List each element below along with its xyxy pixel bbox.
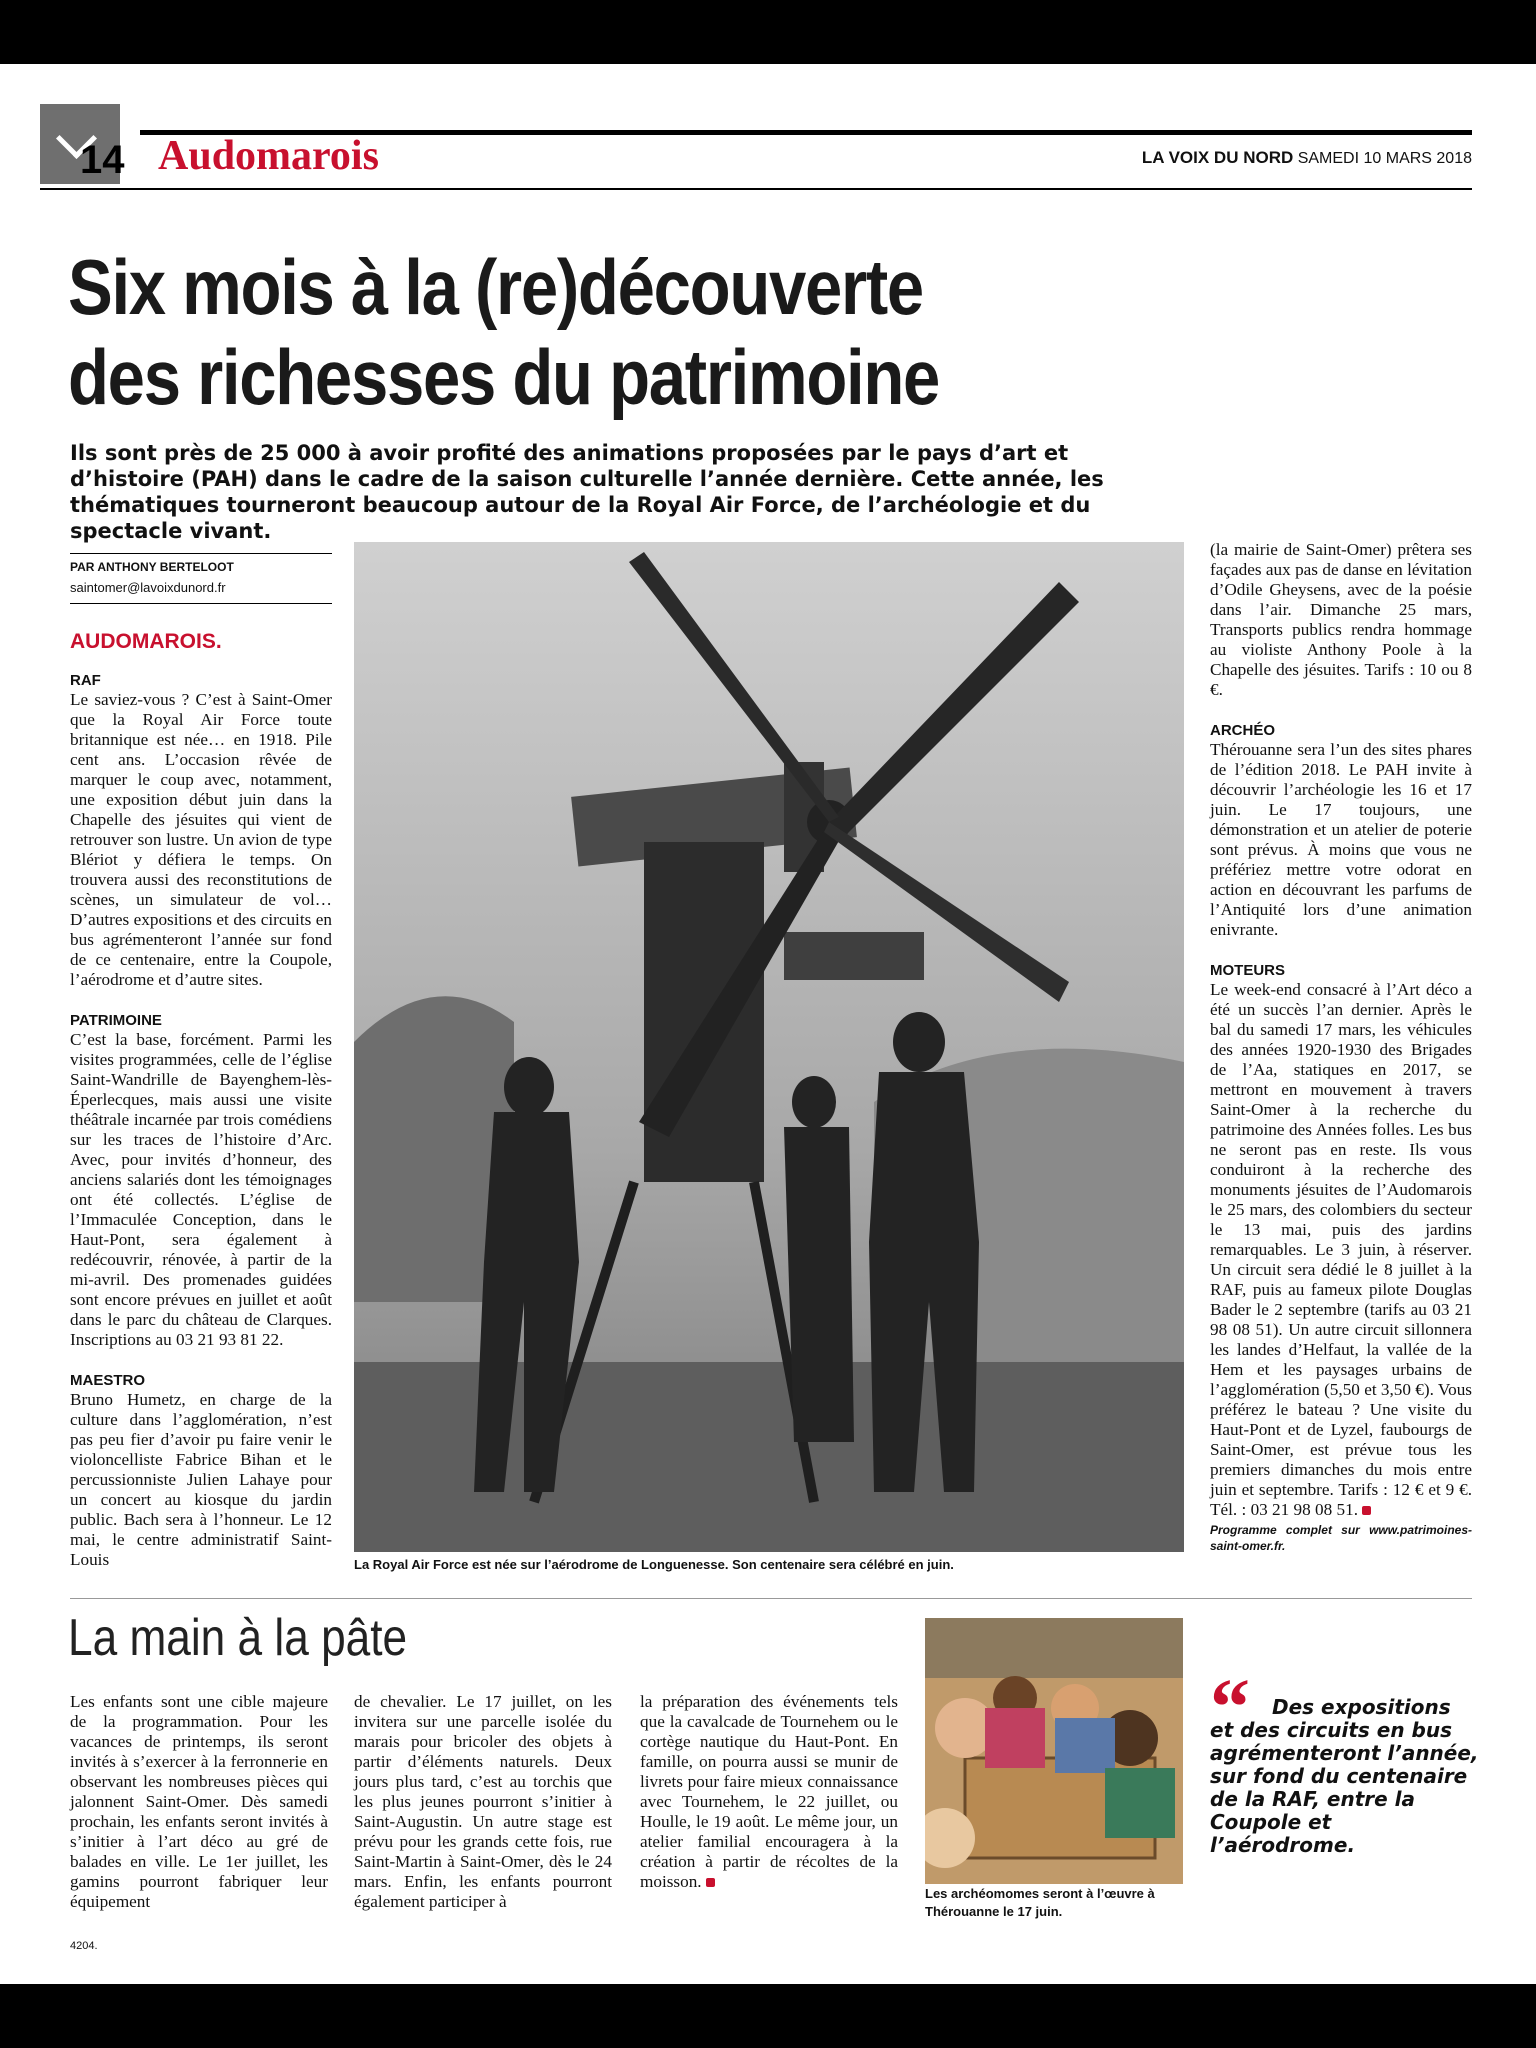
subhead-archeo: ARCHÉO bbox=[1210, 722, 1276, 739]
bottom-black-bar bbox=[0, 1984, 1536, 2048]
header-bottom-rule bbox=[40, 188, 1472, 190]
quote-mark-icon: “ bbox=[1210, 1664, 1250, 1752]
subhead-maestro: MAESTRO bbox=[70, 1372, 145, 1389]
top-black-bar bbox=[0, 0, 1536, 64]
headline-line-1: Six mois à la (re)découverte bbox=[68, 243, 923, 331]
byline-rule-top bbox=[70, 553, 332, 554]
program-note[interactable]: Programme complet sur www.patrimoines-saint-omer.fr. bbox=[1210, 1523, 1472, 1553]
article-column-1 bbox=[70, 672, 332, 1570]
subhead-raf: RAF bbox=[70, 672, 101, 689]
sidebar-title: La main à la pâte bbox=[68, 1609, 408, 1667]
kicker: AUDOMAROIS. bbox=[70, 630, 222, 653]
children-photo-illustration bbox=[925, 1618, 1183, 1884]
sidebar-column-3-text: la préparation des événements tels que la cavalcade de Tournehem ou le cortège nautique du Haut-Pont. En famille, on pourra aussi se munir de livrets pour faire mieux connaissance avec Tournehem, le 22 juillet, ou Houlle, le 19 août. Le même jour, un atelier familial encouragera à la création à partir de récoltes de la moisson. bbox=[640, 1692, 898, 1891]
author-email[interactable]: saintomer@lavoixdunord.fr bbox=[70, 580, 226, 595]
end-mark-icon bbox=[1362, 1506, 1371, 1515]
children-photo-caption: Les archéomomes seront à l’œuvre à Thérouanne le 17 juin. bbox=[925, 1886, 1155, 1919]
page-number: 14 bbox=[80, 138, 125, 182]
headline bbox=[68, 242, 1186, 422]
sidebar-column-3 bbox=[640, 1692, 898, 1892]
subhead-moteurs: MOTEURS bbox=[1210, 962, 1285, 979]
main-photo-caption: La Royal Air Force est née sur l’aérodrome de Longuenesse. Son centenaire sera célébré en juin. bbox=[354, 1557, 954, 1572]
article-column-3 bbox=[1210, 540, 1472, 1554]
byline: PAR ANTHONY BERTELOOT bbox=[70, 560, 234, 574]
masthead bbox=[1142, 148, 1472, 168]
sidebar-column-1: Les enfants sont une cible majeure de la programmation. Pour les vacances de printemps, ils seront invités à s’exercer à la ferronnerie en observant les nombreuses pièces qui jalonnent Saint-Omer. Dès samedi prochain, les enfants seront invités à s’initier à l’art déco au gré de balades en ville. Le 1er juillet, les gamins pourront fabriquer leur équipement bbox=[70, 1692, 328, 1911]
paragraph-moteurs bbox=[1210, 980, 1472, 1520]
main-photo-biplane bbox=[354, 542, 1184, 1552]
pull-quote-text: Des expositions et des circuits en bus agrémenteront l’année, sur fond du centenaire de la RAF, entre la Coupole et l’aérodrome. bbox=[1210, 1695, 1479, 1857]
section-divider bbox=[70, 1598, 1472, 1599]
issue-date: SAMEDI 10 MARS 2018 bbox=[1297, 150, 1472, 167]
byline-rule-bottom bbox=[70, 603, 332, 604]
newspaper-name: LA VOIX DU NORD bbox=[1141, 148, 1294, 167]
subhead-patrimoine: PATRIMOINE bbox=[70, 1012, 162, 1029]
biplane-illustration bbox=[354, 542, 1184, 1552]
pull-quote bbox=[1210, 1696, 1480, 1857]
section-title: Audomarois bbox=[158, 133, 379, 179]
end-mark-icon bbox=[706, 1878, 715, 1887]
paragraph-moteurs-text: Le week-end consacré à l’Art déco a été un succès l’an dernier. Après le bal du samedi 17 mars, les véhicules des années 1920-1930 des Brigades de l’Aa, statiques en 2017, se mettront en mouvement à travers Saint-Omer à la recherche du patrimoine des Années folles. Les bus ne seront pas en reste. Ils vous conduiront à la recherche des monuments jésuites de l’Audomarois le 25 mars, des colombiers du secteur le 13 mai, puis des jardins remarquables. Le 3 juin, à réserver. Un circuit sera dédié le 8 juillet à la RAF, puis au fameux pilote Douglas Bader le 2 septembre (tarifs au 03 21 98 08 51). Un autre circuit sillonnera les landes d’Helfaut, la vallée de la Hem et les paysages urbains de l’agglomération (5,50 et 3,50 €). Vous préférez le bateau ? Une visite du Haut-Pont et de Lyzel, faubourgs de Saint-Omer, est prévue tous les premiers dimanches du mois entre juin et septembre. Tarifs : 12 € et 9 €. Tél. : 03 21 98 08 51. bbox=[1210, 980, 1472, 1519]
paragraph-maestro: Bruno Humetz, en charge de la culture dans l’agglomération, n’est pas peu fier d’avoir pu faire venir le violoncelliste Fabrice Bihan et le percussionniste Julien Lahaye pour un concert au kiosque du jardin public. Bach sera à l’honneur. Le 12 mai, le centre administratif Saint-Louis bbox=[70, 1390, 332, 1569]
paragraph-patrimoine: C’est la base, forcément. Parmi les visites programmées, celle de l’église Saint-Wandrille de Bayenghem-lès-Éperlecques, mais aussi une visite théâtrale incarnée par trois comédiens sur les traces de l’histoire d’Arc. Avec, pour invités d’honneur, des anciens salariés dont les témoignages ont été collectés. L’église de l’Immaculée Conception, dans le Haut-Pont, sera également à redécouvrir, rénovée, à partir de la mi-avril. Des promenades guidées sont encore prévues en juillet et août dans le parc du château de Clarques. Inscriptions au 03 21 93 81 22. bbox=[70, 1030, 332, 1349]
children-archaeology-photo bbox=[925, 1618, 1183, 1884]
paragraph-archeo: Thérouanne sera l’un des sites phares de l’édition 2018. Le PAH invite à découvrir l’archéologie les 16 et 17 juin. Le 17 toujours, une démonstration et un atelier de poterie sont prévus. À moins que vous ne préfériez mettre votre odorat en action en découvrant les parfums de l’Antiquité lors d’une animation enivrante. bbox=[1210, 740, 1472, 939]
footer-code: 4204. bbox=[70, 1940, 98, 1952]
sidebar-column-2: de chevalier. Le 17 juillet, on les invitera sur une parcelle isolée du marais pour bricoler des objets à partir d’éléments naturels. Deux jours plus tard, c’est au torchis que les plus jeunes pourront s’initier à Saint-Augustin. Un autre stage est prévu pour les grands cette fois, rue Saint-Martin à Saint-Omer, dès le 24 mars. Enfin, les enfants pourront également participer à bbox=[354, 1692, 612, 1911]
headline-line-2: des richesses du patrimoine bbox=[68, 333, 940, 421]
paragraph-continued: (la mairie de Saint-Omer) prêtera ses façades aux pas de danse en lévitation d’Odile Gheysens, avec de la poésie dans l’air. Dimanche 25 mars, Transports publics rendra hommage au violiste Anthony Poole à la Chapelle des jésuites. Tarifs : 10 ou 8 €. bbox=[1210, 540, 1472, 699]
paragraph-raf: Le saviez-vous ? C’est à Saint-Omer que la Royal Air Force toute britannique est née… en 1918. Pile cent ans. L’occasion rêvée de marquer le coup avec, notamment, une exposition début juin dans la Chapelle des jésuites qui vient de retrouver son lustre. Un avion de type Blériot y défiera le temps. On trouvera aussi des reconstitutions de scènes, un simulateur de vol… D’autres expositions et des circuits en bus agrémenteront l’année sur fond de ce centenaire, entre la Coupole, l’aérodrome et d’autre sites. bbox=[70, 690, 332, 989]
standfirst: Ils sont près de 25 000 à avoir profité des animations proposées par le pays d’art et d’histoire (PAH) dans le cadre de la saison culturelle l’année dernière. Cette année, les thématiques tourneront beaucoup autour de la Royal Air Force, de l’archéologie et du spectacle vivant. bbox=[70, 441, 1104, 543]
